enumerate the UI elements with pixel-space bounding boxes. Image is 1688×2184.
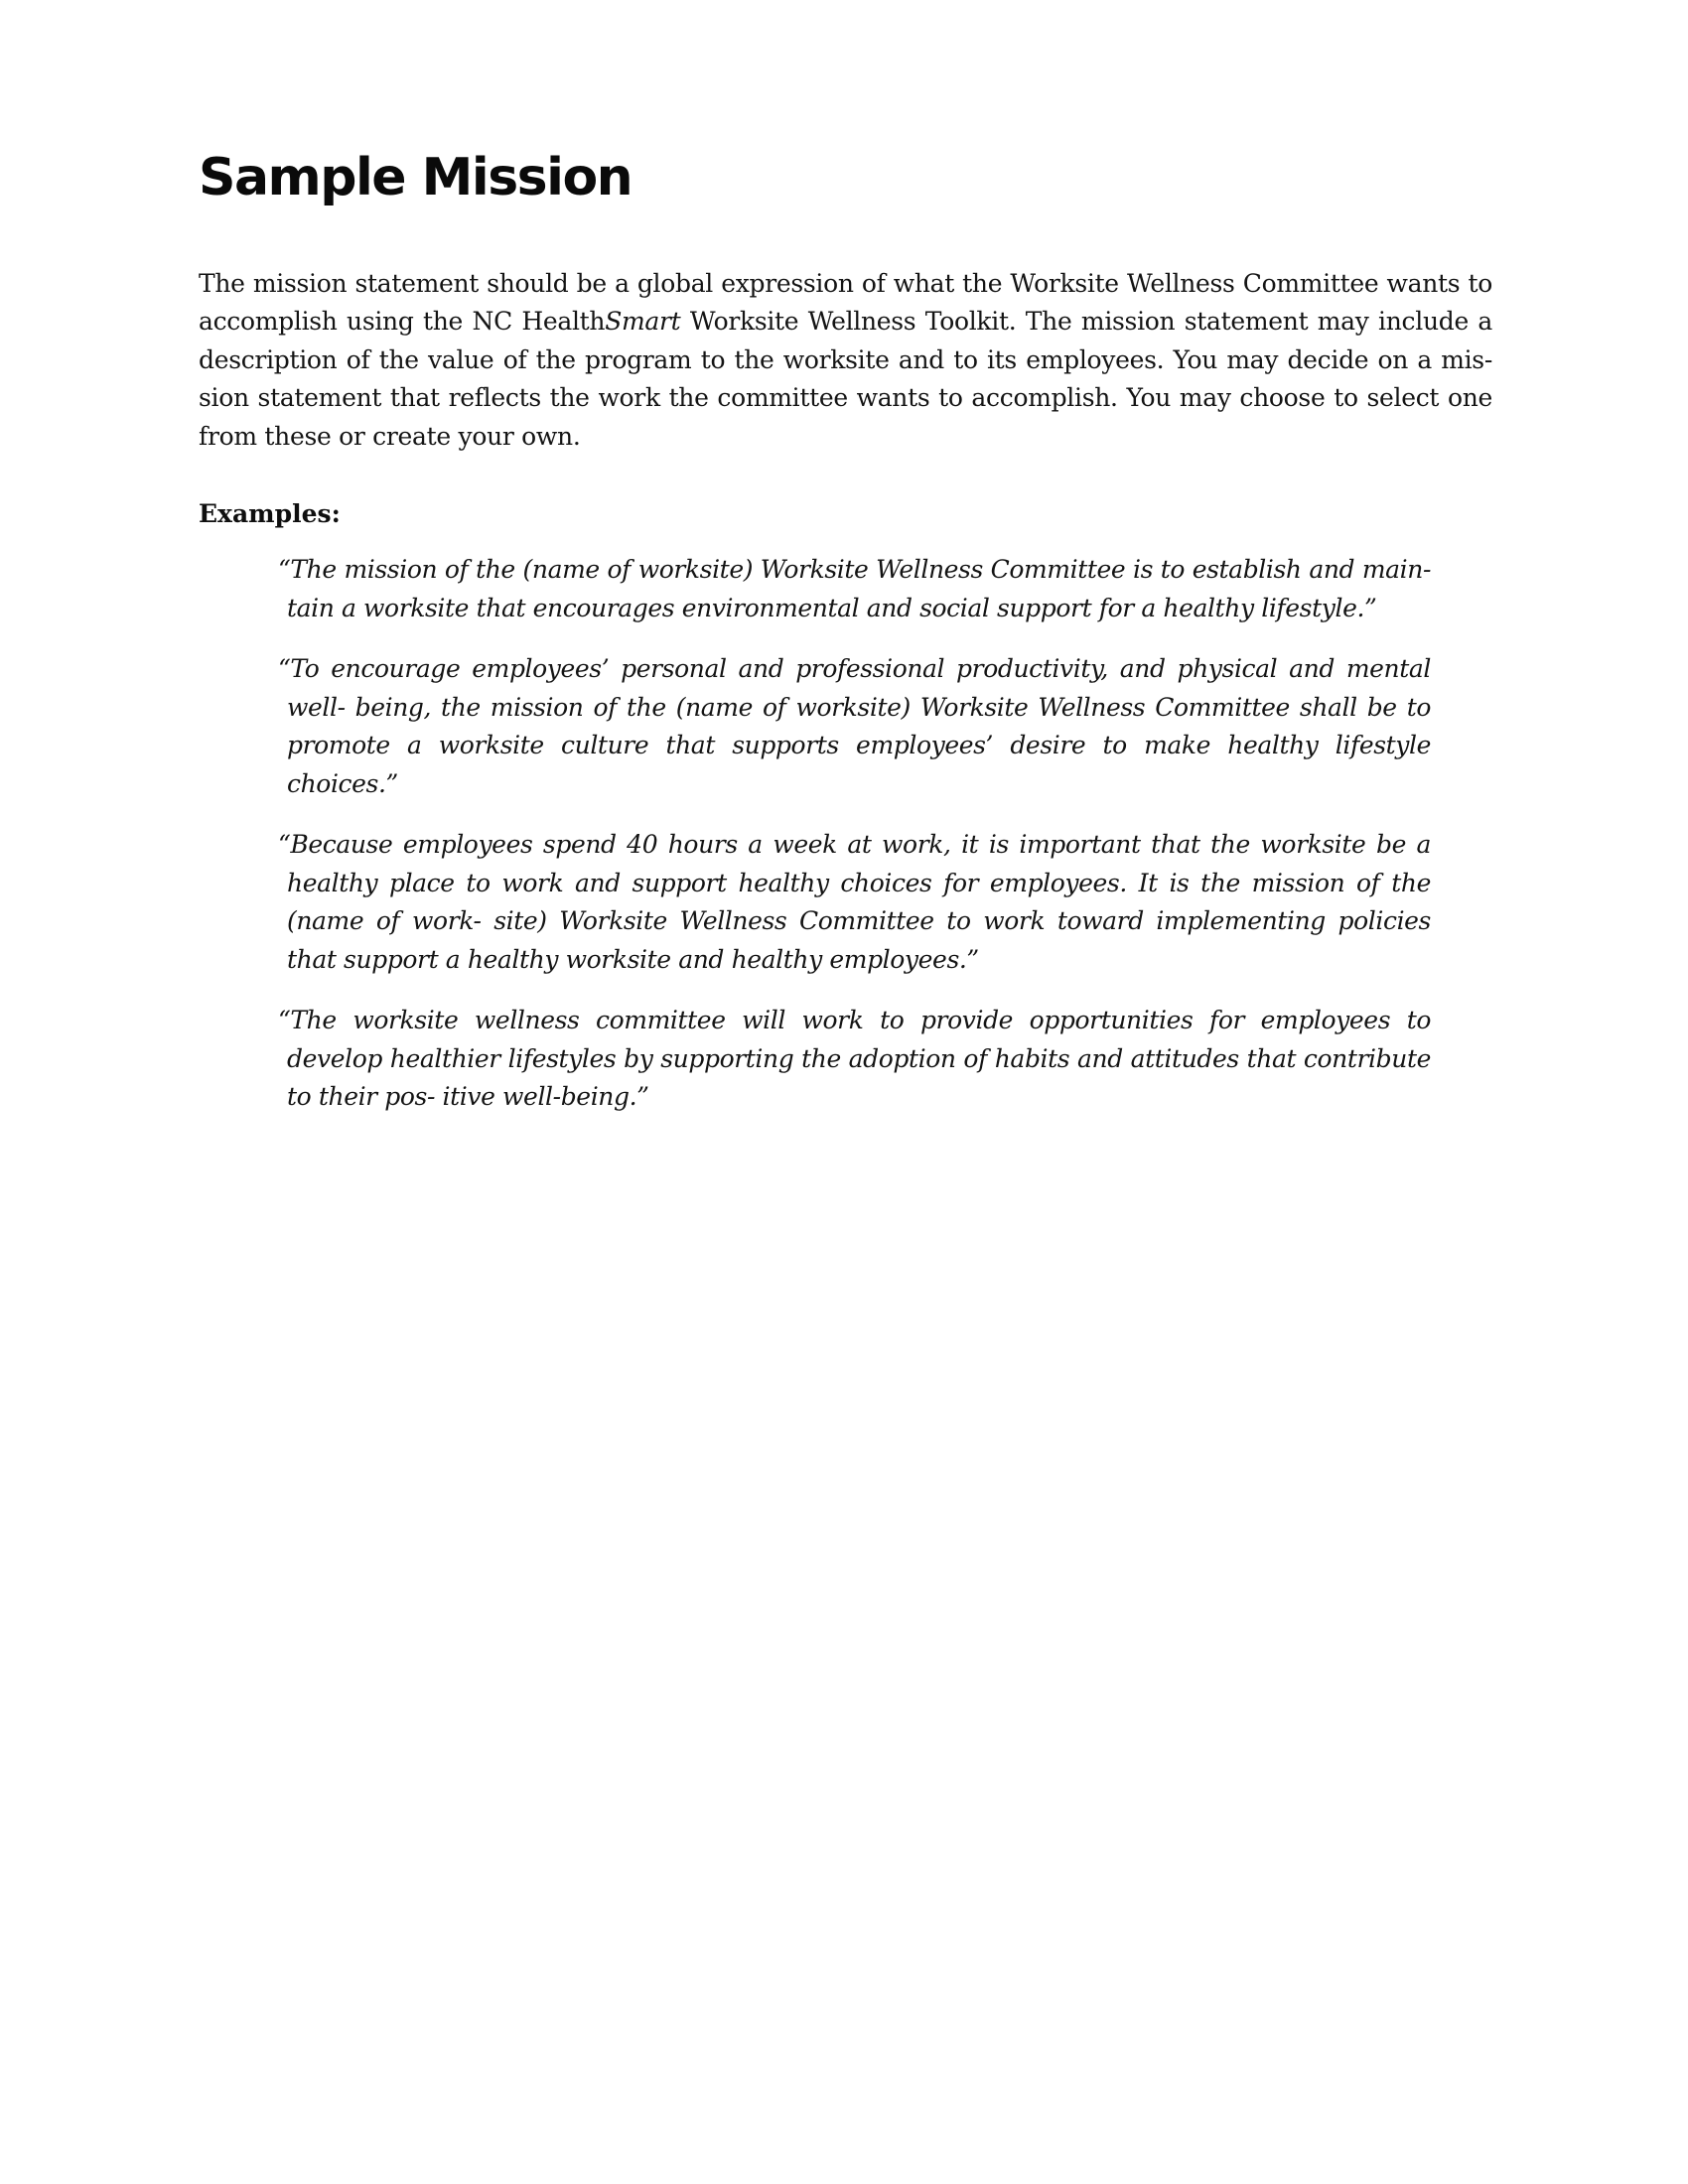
intro-text-part-2: Worksite Wellness Toolkit. The mission statement may include a description of the value of the program to the worksite and to its employees. You may decide on a mis- sion statement that reflects the work the committee wants to accomplish. You may choose to select one from these or create your own. [199,307,1492,451]
example-mission-statement: “To encourage employees’ personal and professional productivity, and physical and mental well- being, the mission of the (name of worksite) Worksite Wellness Committee shall be to promote a worksite culture that supports employees’ desire to make healthy lifestyle choices.” [278,654,1431,798]
page-title: Sample Mission [199,148,633,207]
document-page [199,149,1492,1140]
examples-heading: Examples: [199,499,341,529]
example-mission-statement: “The worksite wellness committee will work to provide opportunities for employees to develop healthier lifestyles by supporting the adoption of habits and attitudes that contribute to their pos- itive well-being.” [278,1006,1431,1112]
intro-paragraph [199,265,1492,457]
examples-list [199,551,1492,1117]
example-mission-statement: “The mission of the (name of worksite) Worksite Wellness Committee is to establish and main- tain a worksite that encourages environmental and social support for a healthy lifestyle.” [278,555,1431,622]
intro-emphasis: Smart [605,307,681,337]
intro-text-part-1: The mission statement should be a global expression of what the Worksite Wellness Committee wants to accomplish using the NC Health [199,268,1492,337]
example-mission-statement: “Because employees spend 40 hours a week at work, it is important that the worksite be a healthy place to work and support healthy choices for employees. It is the mission of the (name of work- site) Worksite Wellness Committee to work toward implementing policies that support a healthy worksite and healthy employees.” [278,830,1431,974]
